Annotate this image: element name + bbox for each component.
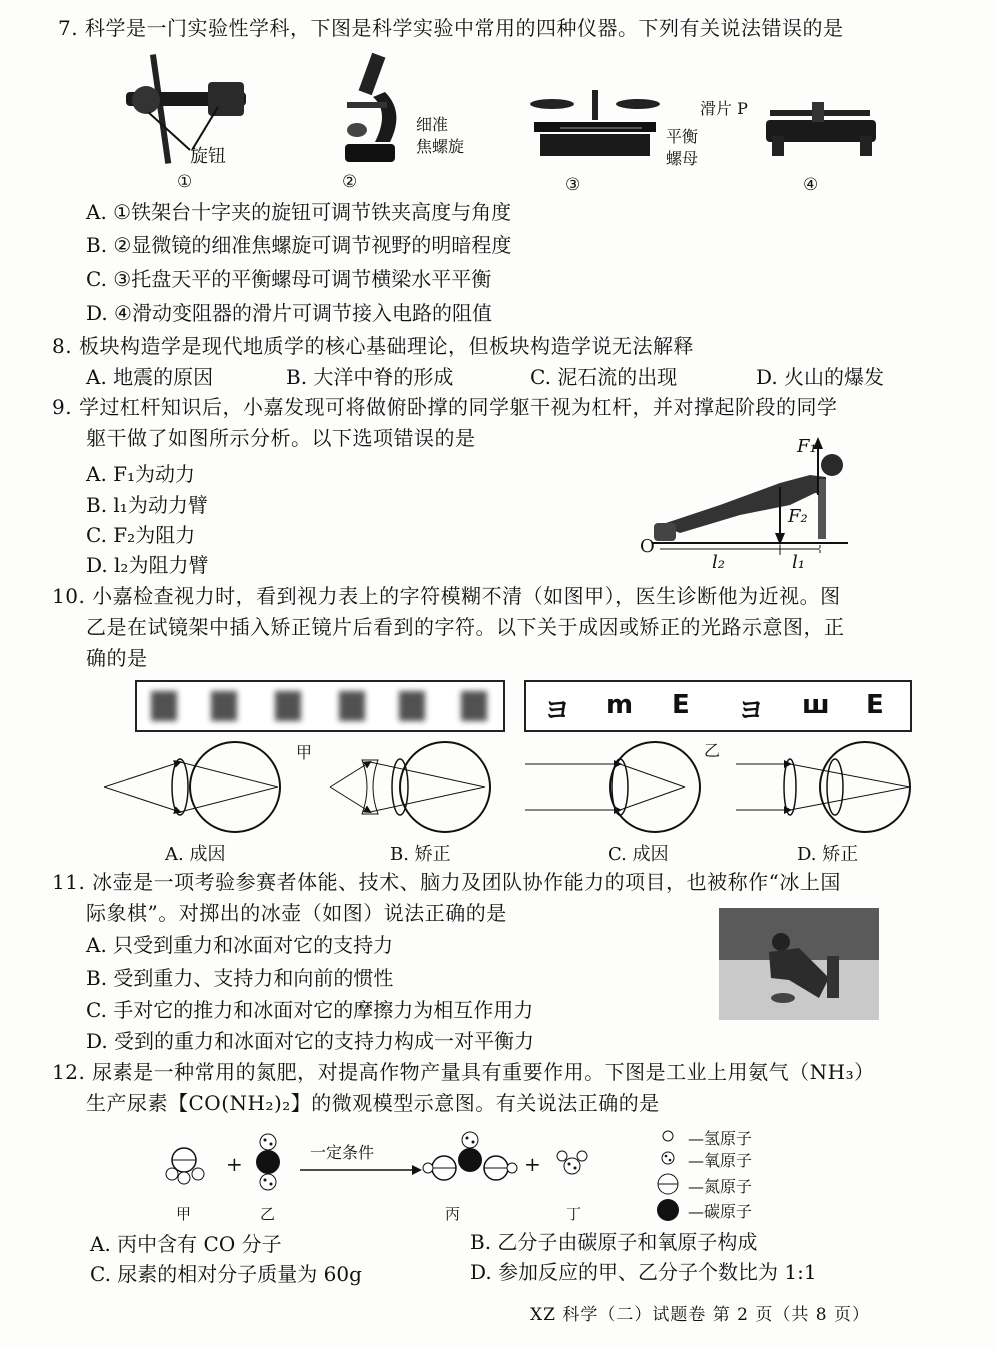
plus-sign-2: +	[524, 1152, 541, 1176]
page-footer: XZ 科学（二）试题卷 第 2 页（共 8 页）	[530, 1305, 870, 1325]
fig-2-label: ②	[342, 172, 358, 192]
q7-option-c: C. ③托盘天平的平衡螺母可调节横梁水平平衡	[86, 267, 492, 291]
q8-option-d: D. 火山的爆发	[756, 365, 885, 389]
q11-stem-line1: 11. 冰壶是一项考验参赛者体能、技术、脑力及团队协作能力的项目，也被称作“冰上国	[52, 870, 841, 894]
q7-option-a: A. ①铁架台十字夹的旋钮可调节铁夹高度与角度	[86, 200, 512, 224]
q9-option-c: C. F₂为阻力	[86, 523, 196, 547]
chart-letter-1: ヨ	[544, 696, 571, 726]
chart-letter-6: E	[866, 690, 884, 720]
q11-option-a: A. 只受到重力和冰面对它的支持力	[86, 933, 394, 957]
q8-stem: 8. 板块构造学是现代地质学的核心基础理论，但板块构造学说无法解释	[52, 334, 694, 358]
q12-stem-line1: 12. 尿素是一种常用的氮肥，对提高作物产量具有重要作用。下图是工业上用氨气（NH₃）	[52, 1060, 875, 1084]
microscope-figure	[335, 52, 415, 167]
q10-stem-line2: 乙是在试镜架中插入矫正镜片后看到的字符。以下关于成因或矫正的光路示意图，正	[86, 615, 845, 639]
q11-option-d: D. 受到的重力和冰面对它的支持力构成一对平衡力	[86, 1029, 535, 1053]
curling-photo	[719, 908, 879, 1020]
arm-l1-label: l₁	[792, 552, 805, 573]
q7-option-b: B. ②显微镜的细准焦螺旋可调节视野的明暗程度	[86, 233, 512, 257]
iron-stand-clamp-figure	[118, 52, 258, 172]
q12-stem-line2: 生产尿素【CO(NH₂)₂】的微观模型示意图。有关说法正确的是	[86, 1091, 660, 1115]
chart-letter-5: ш	[802, 690, 830, 720]
fig-1-label: ①	[177, 172, 193, 192]
fine-focus-label-2: 焦螺旋	[416, 137, 465, 156]
legend-hydrogen: —氢原子	[688, 1129, 753, 1148]
fig-yi-label: 乙	[704, 741, 721, 760]
balance-nut-label-1: 平衡	[666, 127, 699, 146]
q9-stem-line1: 9. 学过杠杆知识后，小嘉发现可将做俯卧撑的同学躯干视为杠杆，并对撑起阶段的同学	[52, 395, 838, 419]
fig-4-label: ④	[803, 175, 819, 195]
chart-letter-4: ヨ	[738, 696, 765, 726]
diagram-b-caption: B. 矫正	[390, 844, 451, 865]
eye-optics-diagrams	[100, 732, 920, 838]
q8-option-c: C. 泥石流的出现	[530, 365, 678, 389]
fig-3-label: ③	[565, 175, 581, 195]
pivot-o-label: O	[640, 536, 655, 557]
q9-option-d: D. l₂为阻力臂	[86, 553, 209, 577]
q7-stem: 7. 科学是一门实验性学科，下图是科学实验中常用的四种仪器。下列有关说法错误的是	[58, 16, 844, 40]
chart-letter-3: E	[672, 690, 690, 720]
force-f1-label: F₁	[797, 436, 817, 457]
q9-option-a: A. F₁为动力	[86, 462, 196, 486]
q11-stem-line2: 际象棋”。对掷出的冰壶（如图）说法正确的是	[86, 901, 507, 925]
q8-option-b: B. 大洋中脊的形成	[286, 365, 454, 389]
pushup-lever-figure	[640, 435, 860, 575]
molecule-yi-label: 乙	[260, 1205, 276, 1223]
balance-nut-label-2: 螺母	[666, 149, 699, 168]
q10-stem-line3: 确的是	[86, 646, 148, 670]
q12-option-a: A. 丙中含有 CO 分子	[90, 1232, 282, 1256]
legend-carbon: —碳原子	[688, 1202, 753, 1221]
q7-option-d: D. ④滑动变阻器的滑片可调节接入电路的阻值	[86, 301, 492, 325]
q10-stem-line1: 10. 小嘉检查视力时，看到视力表上的字符模糊不清（如图甲），医生诊断他为近视。图	[52, 584, 841, 608]
legend-oxygen: —氧原子	[688, 1151, 753, 1170]
diagram-c-caption: C. 成因	[608, 844, 669, 865]
q12-option-d: D. 参加反应的甲、乙分子个数比为 1:1	[470, 1260, 817, 1284]
q12-option-c: C. 尿素的相对分子质量为 60g	[90, 1262, 362, 1286]
diagram-d-caption: D. 矫正	[797, 844, 859, 865]
q9-option-b: B. l₁为动力臂	[86, 493, 208, 517]
fine-focus-label-1: 细准	[416, 115, 449, 134]
arm-l2-label: l₂	[712, 552, 725, 573]
balance-figure	[530, 88, 660, 163]
molecule-jia-label: 甲	[176, 1205, 192, 1223]
q9-stem-line2: 躯干做了如图所示分析。以下选项错误的是	[86, 426, 476, 450]
q11-option-c: C. 手对它的推力和冰面对它的摩擦力为相互作用力	[86, 998, 534, 1022]
slider-label: 滑片 P	[700, 99, 748, 118]
knob-label: 旋钮	[190, 146, 226, 167]
molecule-bing-label: 丙	[445, 1205, 461, 1223]
diagram-a-caption: A. 成因	[165, 844, 226, 865]
blurry-eye-chart	[135, 680, 505, 732]
q12-option-b: B. 乙分子由碳原子和氧原子构成	[470, 1230, 758, 1254]
q8-option-a: A. 地震的原因	[86, 365, 214, 389]
atom-legend-icons	[654, 1128, 684, 1224]
q11-option-b: B. 受到重力、支持力和向前的惯性	[86, 966, 394, 990]
plus-sign-1: +	[226, 1152, 243, 1176]
fig-jia-label: 甲	[296, 743, 313, 762]
chart-letter-2: m	[606, 690, 634, 720]
clear-eye-chart	[524, 680, 912, 732]
force-f2-label: F₂	[788, 506, 808, 527]
molecule-ding-label: 丁	[566, 1205, 582, 1223]
rheostat-figure	[760, 96, 885, 158]
reaction-condition-label: 一定条件	[310, 1143, 375, 1162]
legend-nitrogen: —氮原子	[688, 1177, 753, 1196]
